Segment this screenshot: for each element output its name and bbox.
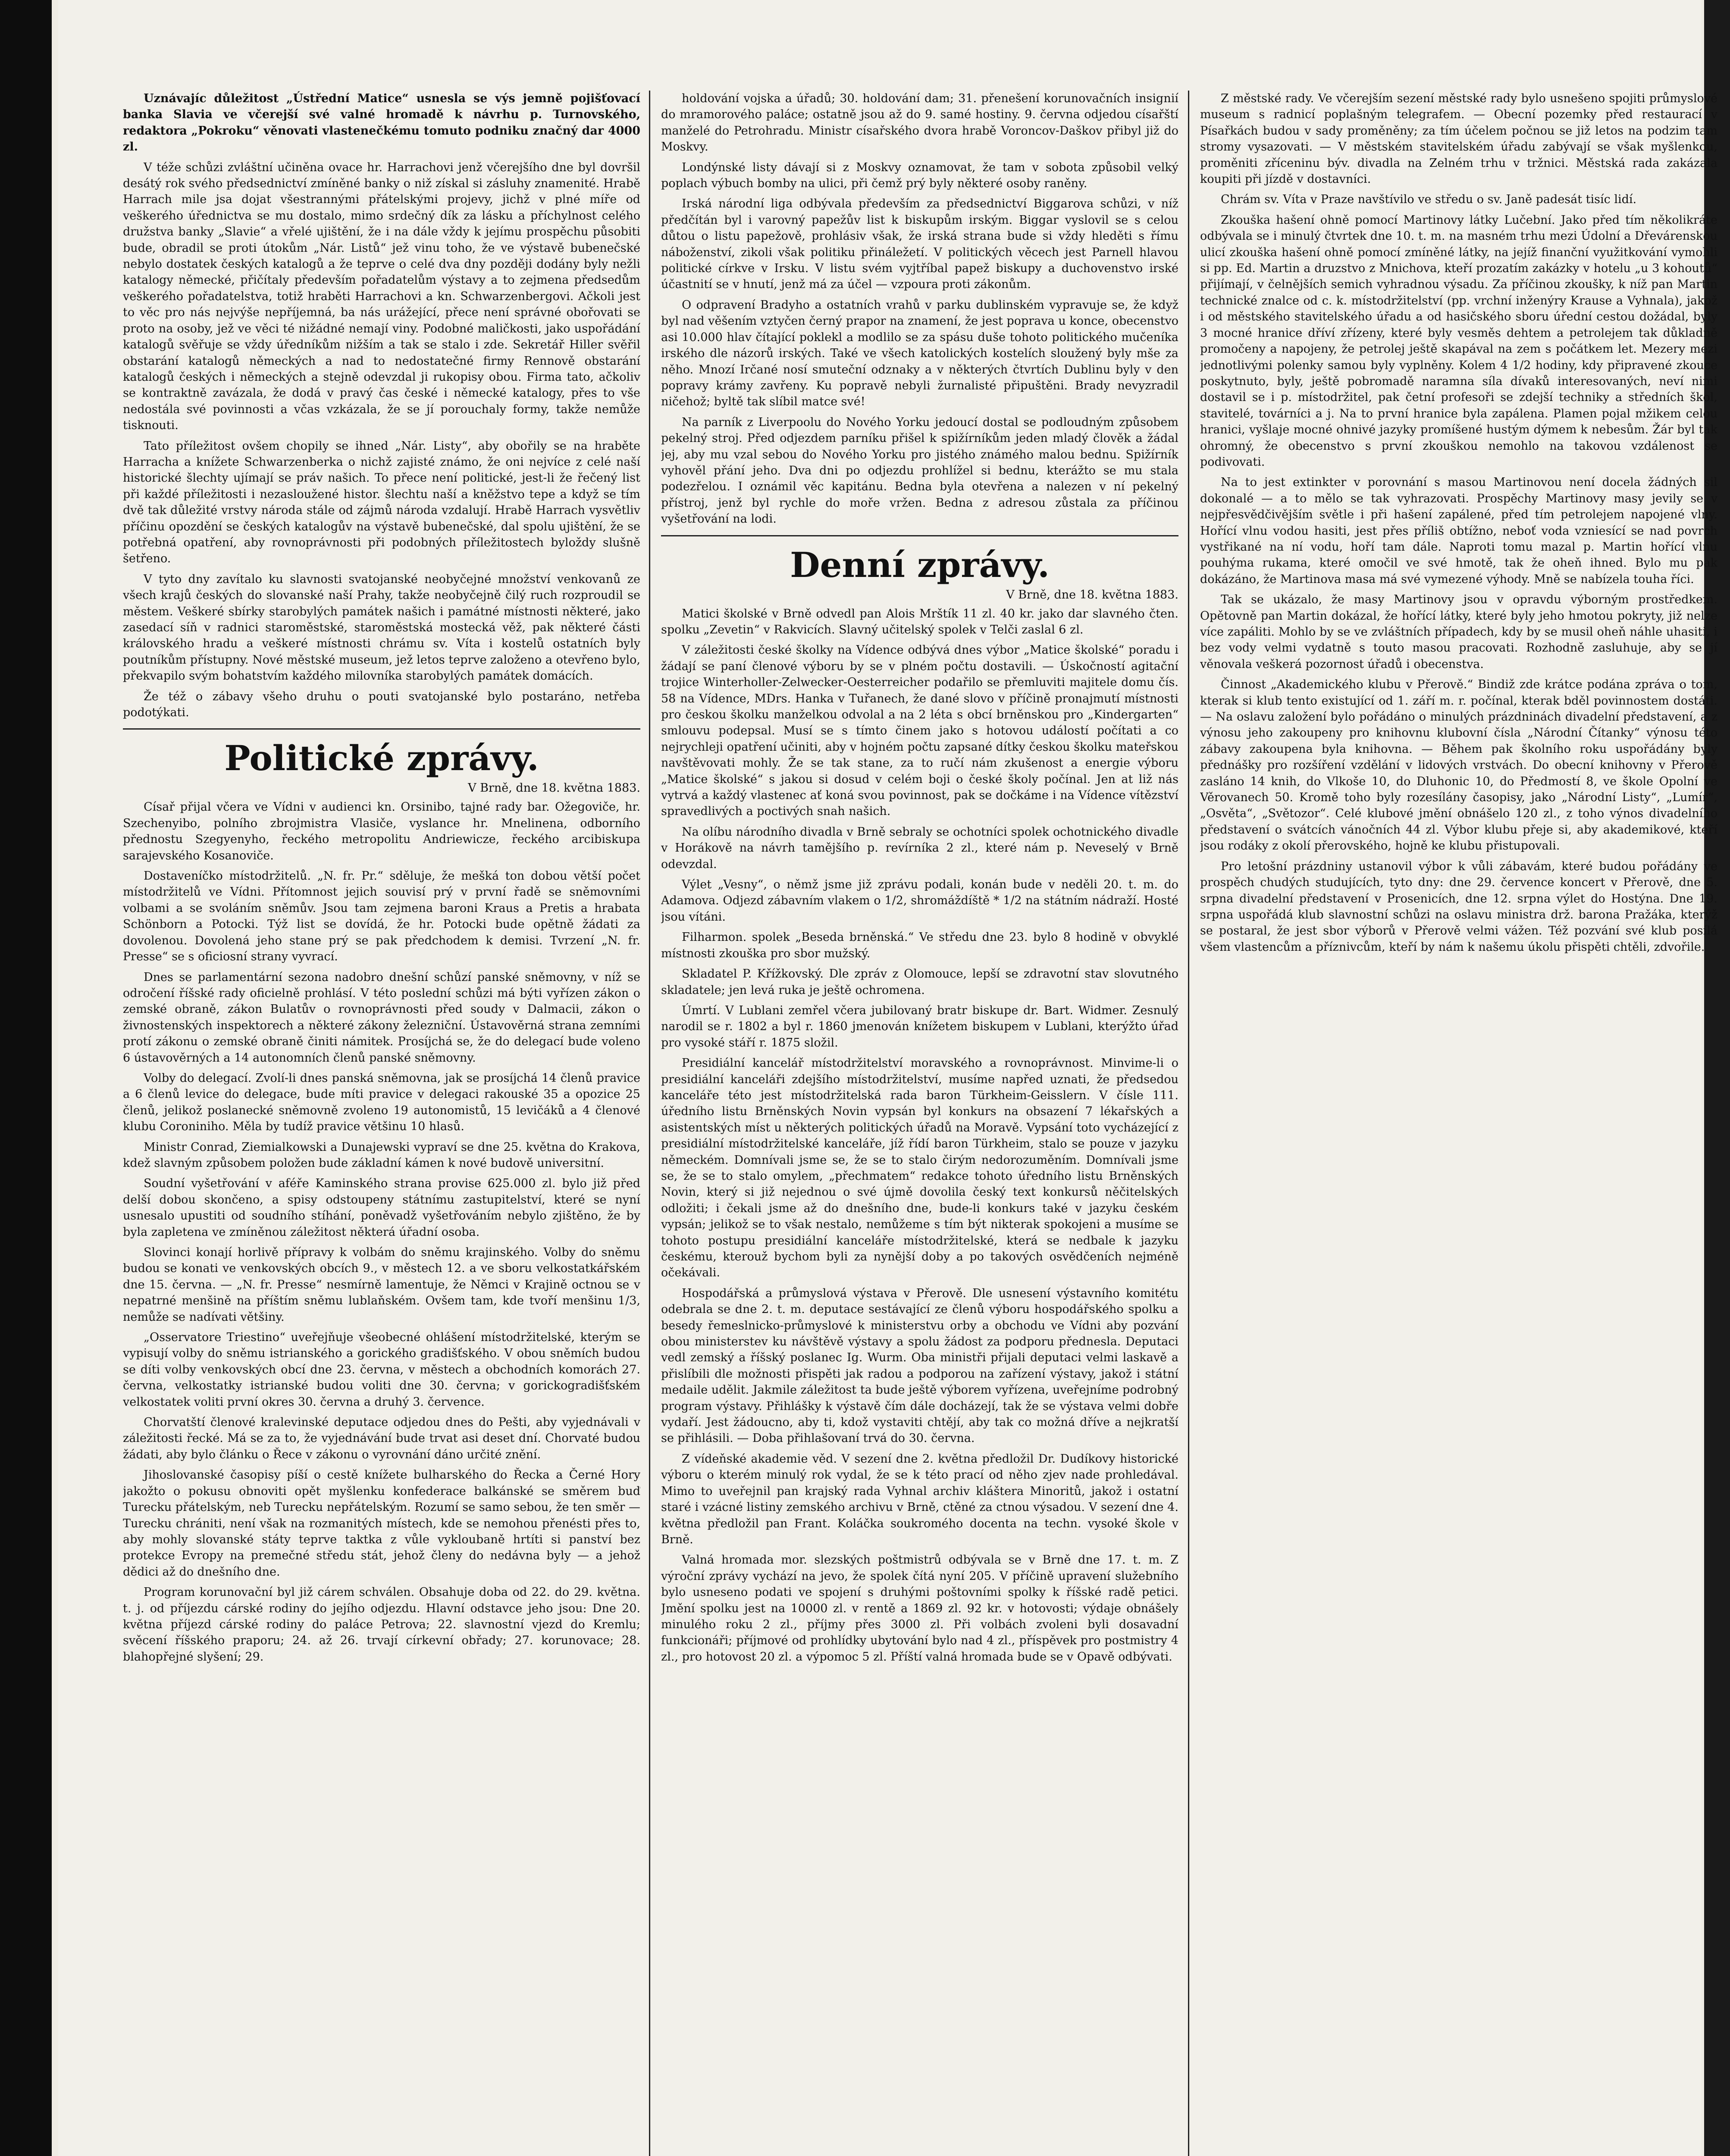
newspaper-page (58, 0, 1717, 2156)
news-item: Soudní vyšetřování v aféře Kaminského strana provise 625.000 zl. bylo již před delší dobou skončeno, a spisy odstoupeny státnímu zastupitelství, které se nyní usnesalo upustiti od soudního stíhání, poněvadž vyšetřováním nebylo zjištěno, že by byla zapletena ve zmíněnou záležitost některá úřadní osoba. (123, 1177, 640, 1239)
news-item: Chrám sv. Víta v Praze navštívilo ve středu o sv. Janě padesát tisíc lidí. (1221, 193, 1637, 207)
column-rule (649, 91, 650, 2156)
section-divider (123, 728, 640, 730)
article-paragraph: holdování vojska a úřadů; 30. holdování dam; 31. přenešení korunovačních insignií do mramorového paláce; ostatně jsou až do 9. samé hostiny. 9. června odjedou císařští manželé do Petrohradu. Ministr císařského dvora hrabě Voroncov-Daškov přibyl již do Moskvy. (661, 92, 1178, 154)
news-item: Z vídeňské akademie věd. V sezení dne 2. května předložil Dr. Dudíkovy historické výboru o kterém minulý rok vydal, že se k této prací od něho zjev nade prohledával. Mimo to uveřejnil pan krajský rada Vyhnal archiv kláštera Minoritů, jakož i ostatní staré i vzácné listiny zemského archivu v Brně, ctěné za ctnou výsadou. V sezení dne 4. května předložil pan Frant. Koláčka soukromého docenta na techn. vysoké škole v Brně. (661, 1452, 1178, 1546)
news-item: Dostaveníčko místodržitelů. „N. fr. Pr.“ sděluje, že mešká ton dobou větší počet místodržitelů ve Vídni. Přítomnost jejich souvisí prý v první řadě se sněmovními volbami a se svoláním sněmův. Jsou tam zejmena baroni Kraus a Pretis a hrabata Schönborn a Potocki. Týž list se dovídá, že hr. Potocki bude opětně žádati za dovolenou. Dovolená jeho stane prý se pak předchodem k demisi. Tvrzení „N. fr. Presse“ se s oficiosní strany vyvrací. (123, 869, 640, 964)
news-item: Na olíbu národního divadla v Brně sebraly se ochotníci spolek ochotnického divadle v Horákově na návrh tamějšího p. revírníka 2 zl., které nám p. Neveselý v Brně odevzdal. (661, 825, 1178, 871)
article-paragraph: V tyto dny zavítalo ku slavnosti svatojanské neobyčejné množství venkovanů ze všech krajů českých do slovanské naší Prahy, takže neobyčejně čilý ruch rozproudil se městem. Veškeré sbírky starobylých památek našich i památné místnosti některé, jako zasedací síň v radnici staroměstské, staroměstská mostecká věž, pak některé části královského hradu a veškeré místnosti chrámu sv. Víta i kostelů ostatních byly poutníkům přístupny. Nové městské museum, jež letos teprve založeno a otevřeno bylo, překvapilo svým bohatstvím každého milovníka starobylých památek domácích. (123, 572, 640, 683)
article-paragraph: Londýnské listy dávají si z Moskvy oznamovat, že tam v sobota způsobil velký poplach výbuch bomby na ulici, při čemž prý byly některé osoby raněny. (661, 160, 1178, 191)
news-item: Císař přijal včera ve Vídni v audienci kn. Orsinibo, tajné rady bar. Ožegoviče, hr. Szechenyibo, polního zbrojmistra Vlasiče, vyslance hr. Mnelinena, odborního přednostu Szegyenyho, řeckého metropolitu Andriewicze, řeckého arcibiskupa sarajevského Kosanoviče. (123, 800, 640, 862)
news-item: Zkouška hašení ohně pomocí Martinovy látky Lučební. Jako před tím několikráte odbývala se i minulý čtvrtek dne 10. t. m. na masném trhu mezi Údolní a Dřevárenskou ulicí zkouška hašení ohně pomocí zmíněné látky, na jejíž finanční využitkování vymohli si pp. Ed. Martin a druzstvo z Mnichova, kteří prozatím zakázky v hotelu „u 3 kohoutů“ přijímají, v čelnějších semich vyhradnou výsadu. Za příčinou zkoušky, k níž pan Martin technické znalce od c. k. místodržitelství (pp. vrchní inženýry Krause a Vyhnala), jakož i od městského stavitelského úřadu a od hasičského sboru úřední cestou dožádal, byly 3 mocné hranice dříví zřízeny, které byly vesměs dehtem a petrolejem tak důkladně promočeny a napojeny, že petrolej ještě skapával na zem s počátkem let. Mezery mezi jednotlivými polenky samou byly vyplněny. Kolem 4 1/2 hodiny, kdy připravené zkouce poskytnuto, byly, ještě pobromadě naramna síla dívaků interesovaných, neví nimi dostavil se i p. místodržitel, pak četní profesoři se zdejší techniky a středních škol, stavitelé, továrníci a j. Na to první hranice byla zapálena. Plamen pojal mžikem celou hranici, vyšlaje mocné ohnivé jazyky promíšené hustým dýmem k nebesům. Žár byl tak ohromný, že obecenstvo s první zkouškou nemohlo na takovou vzdálenost se podivovati. (1200, 213, 1717, 469)
column-1 (123, 91, 640, 2156)
news-item: Slovinci konají horlivě přípravy k volbám do sněmu krajinského. Volby do sněmu budou se konati ve venkovských obcích 9., v městech 12. a ve sboru velkostatkářském dne 15. června. — „N. fr. Presse“ nesmírně lamentuje, že Němci v Krajině octnou se v nepatrné menšině na příštím sněmu lublaňském. Ovšem tam, kde tvoří menšinu 1/3, nemůže se nadívati většiny. (123, 1246, 640, 1324)
news-item: Filharmon. spolek „Beseda brněnská.“ Ve středu dne 23. bylo 8 hodině v obvyklé místnosti zkouška pro sbor mužský. (661, 931, 1178, 960)
news-item: Ministr Conrad, Ziemialkowski a Dunajewski vypraví se dne 25. května do Krakova, kdež slavným způsobem položen bude základní kámen k nové budově universitní. (123, 1140, 640, 1170)
news-item: Program korunovační byl již cárem schválen. Obsahuje doba od 22. do 29. května. t. j. od příjezdu cárské rodiny do jejího odjezdu. Hlavní odstavce jeho jsou: Dne 20. května příjezd cárské rodiny do paláce Petrova; 22. slavnostní vjezd do Kremlu; svěcení říšského praporu; 24. až 26. trvají církevní obřady; 27. korunovace; 28. blahopřejné slyšení; 29. (123, 1586, 640, 1664)
news-item: Skladatel P. Křížkovský. Dle zpráv z Olomouce, lepší se zdravotní stav slovutného skladatele; jen levá ruka je ještě ochromena. (661, 967, 1178, 997)
article-paragraph: O odpravení Bradyho a ostatních vrahů v parku dublinském vypravuje se, že když byl nad věšením vztyčen černý prapor na znamení, že jest poprava u konce, obecenstvo asi 10.000 hlav čítající poklekl a modlilo se za spásu duše tohoto politického mučeníka irského dle názorů irských. Také ve všech katolických kostelích sloužený byly mše za něho. Mnozí Irčané nosí smuteční odznaky a v některých čtvrtích Dublinu byly v den popravy krámy zavřeny. Ku popravě nebyli žurnalisté připuštěni. Brady nevyzradil ničehož; byltě tak slíbil matce své! (661, 298, 1178, 409)
news-item: V záležitosti české školky na Vídence odbývá dnes výbor „Matice školské“ poradu i žádají se paní členové výboru by se v plném počtu dostavili. — Úskočností agitační trojice Winterholler-Zelwecker-Oesterreicher podařilo se přemluviti majitele domu čís. 58 na Vídence, MDrs. Hanka v Tuřanech, že dané slovo v příčině pronajmutí místnosti pro českou školku manželkou odvolal a na 2 léta s obcí brněnskou pro „Kindergarten“ smlouvu podepsal. Musí se s tímto činem jako s hotovou událostí počítati a co nejrychleji opatření učiniti, aby v hojném počtu zapsané dítky českou školku mateřskou navštěvovati mohly. Že se tak stane, za to ručí nám zkušenost a energie výboru „Matice školské“ s jakou si dosud v celém boji o české školy počínal. Jen at liž nás vytrvá a každý vlastenec ať koná svou povinnost, pak se dočkáme i na Vídence vítězství spravedlivých a poctivých snah našich. (661, 643, 1178, 818)
section-title-daily: Denní zprávy. (790, 544, 1050, 585)
news-item: Činnost „Akademického klubu v Přerově.“ Bindiž zde krátce podána zpráva o tom, kterak si klub tento existující od 1. září m. r. počínal, kterak bděl povinnostem dostáti. — Na oslavu založení bylo pořádáno o minulých prázdninách divadelní představení, a z výnosu jeho zakoupeny pro knihovnu klubovní čísla „Národní Čítanky“ výnosu této zábavy zakoupena byla knihovna. — Během pak školního roku uspořádány byly přednášky pro rozšíření vzdělání v lidových vrstvách. Do obecní knihovny v Přerově zasláno 14 knih, do Vlkoše 10, do Dluhonic 10, do Předmostí 8, ve škole Opolní ve Věrovanech 50. Kromě toho byly rozesílány časopisy, jako „Národní Listy“, „Lumír“, „Osvěta“, „Světozor“. Celé klubové jmění obnášelo 120 zl., z toho výnos divadelního představení o svátcích vánočních 44 zl. Výbor klubu přeje si, aby akademikové, kteří jsou rodáky z okolí přerovského, hojně ke klubu přistupovali. (1200, 678, 1717, 853)
news-item: Volby do delegací. Zvolí-li dnes panská sněmovna, jak se prosíjchá 14 členů pravice a 6 členů levice do delegace, bude míti pravice v delegaci rakouské 35 a opozice 25 členů, jelikož poslanecké sněmovně zvoleno 19 autonomistů, 15 levičáků a 4 členové klubu Coroniniho. Měla by tudíž pravice většinu 10 hlasů. (123, 1071, 640, 1134)
article-paragraph: V téže schůzi zvláštní učiněna ovace hr. Harrachovi jenž včerejšího dne byl dovršil desátý rok svého předsednictví zmíněné banky o niž získal si zásluhy znamenité. Hrabě Harrach mile jsa dojat všestrannými přátelskými projevy, jichž v plné míře od veškerého úřednictva se mu dostalo, mimo srdečný dík za lásku a příchylnost celého družstva banky „Slavie“ a vřelé ujištění, že i na dále vždy k jejímu prospěchu působiti bude, obradil se proti útokům „Nár. Listů“ jež vinu toho, že ve výstavě bubenečské nebylo dostatek českých katalogů a že teprve o celé dva dny později dodány byly nežli katalogy německé, přičítaly především pořadatelům výstavy a to zejmena předsedům veškerého pořadatelstva, totiž hraběti Harrachovi a kn. Schwarzenbergovi. Ačkoli jest to věc pro nás nejvýše nepříjemná, ba nás urážející, přece není správné obořovati se proto na osoby, jež ve věci té nižádné nemají viny. Podobné maličkosti, jako uspořádání katalogů svěřuje se vždy úředníkům nižším a tak se stalo i zde. Sekretář Hiller svěřil obstarání katalogů německých a nad to nedostatečné firmy Rennově obstarání katalogů českých i německých a stejně odevzdal ji rukopisy obou. Firma tato, ačkoliv se kontraktně zavázala, že dodá v pravý čas české i německé katalogy, přes to vše nedostála své povinnosti a včas vzkázala, že se jí porouchaly formy, takže nemůže tisknouti. (123, 160, 640, 432)
article-paragraph: Že též o zábavy všeho druhu o pouti svatojanské bylo postaráno, netřeba podotýkati. (123, 689, 640, 720)
column-3 (1200, 91, 1717, 2156)
column-2 (661, 91, 1178, 2156)
news-item: Matici školské v Brně odvedl pan Alois Mrštík 11 zl. 40 kr. jako dar slavného čten. spolku „Zevetin“ v Rakvicích. Slavný učitelský spolek v Telči zaslal 6 zl. (661, 607, 1178, 636)
news-item: Z městské rady. Ve včerejším sezení městské rady bylo usnešeno spojiti průmyslové museum s radnicí poplašným telegrafem. — Obecní pozemky před restaurací v Písařkách budou v sady proměněny; za tím účelem počnou se již letos na podzim tam stromy vysazovati. — V městském stavitelském úřadu zabývají se však myšlenkou, proměniti zříceninu býv. divadla na Zelném trhu v tržnici. Městská rada zakázala koupiti při jízdě v dostavníci. (1200, 92, 1717, 186)
news-item: Dnes se parlamentární sezona nadobro dnešní schůzí panské sněmovny, v níž se odročení říšské rady oficielně prohlásí. V této poslední schůzi má býti vyřízen zákon o zemské obraně, zákon Bulatův o rovnoprávnosti před soudy v Dalmacii, zákon o živnostenských inspektorech a některé zákony železniční. Ústavověrná strana zemními protí zákonu o zemské obraně činiti námitek. Prosíjchá se, že do delegací bude voleno 6 ústavověrných a 14 autonomních členů panské sněmovny. (123, 970, 640, 1065)
article-paragraph: Uznávajíc důležitost „Ústřední Matice“ usnesla se výs jemně pojišťovací banka Slavia ve včerejší své valné hromadě k návrhu p. Turnovského, redaktora „Pokroku“ věnovati vlastenečkému tomuto podniku značný dar 4000 zl. (123, 92, 640, 154)
news-item: Na to jest extinkter v porovnání s masou Martinovou není docela žádných sil dokonalé — a to mělo se tak vyhrazovati. Prospěchy Martinovy masy jevily se v nejpřesvědčivějším světle i při hašení zapálené, před tím petrolejem napojené vlny. Hořící vlnu vodou hasiti, jest přes příliš obtížno, neboť voda vzniesící se nad povrch vystřikané na ní vodu, hoří tam dále. Naproti tomu mazal p. Martin hořící vlnu pouhýma rukama, které omočil ve své hmotě, tak že oheň ihned. Bylo mu pak dokázáno, že Martinova masa má své vymezené výhody. Mně se nabízela touha říci. (1200, 476, 1717, 586)
news-item: Pro letošní prázdniny ustanovil výbor k vůli zábavám, které budou pořádány ve prospěch chudých studujících, tyto dny: dne 29. července koncert v Přerově, dne 5. srpna divadelní představení v Prosenicích, dne 12. srpna výlet do Hostýna. Dne 19. srpna uspořádá klub slavnostní schůzi na oslavu ministra drž. barona Pražáka, kterýž se postaral, že jest sbor výborů v Přerově velmi vážen. Též pozvání své klub posílá všem vlastencům a příznivcům, kteří by nám k našemu úkolu přispěti chtěli, zdvořile. (1200, 859, 1717, 954)
dateline: V Brně, dne 18. května 1883. (468, 781, 640, 795)
news-item: Hospodářská a průmyslová výstava v Přerově. Dle usnesení výstavního komitétu odebrala se dne 2. t. m. deputace sestávající ze členů výboru hospodářského spolku a besedy řemeslnicko-průmyslové k ministerstvu orby a obchodu ve Vídni aby pozvání obou ministerstev ku návštěvě výstavy a spolu žádost za podporu přednesla. Deputaci vedl zemský a říšský poslanec Ig. Wurm. Oba ministři přijali deputaci velmi laskavě a přislíbili dle možnosti přispěti jak radou a podporou na zařízení výstavy, jakož i státní medaile udělit. Jakmile záležitost ta bude ještě výborem vyřízena, uveřejníme podrobný program výstavy. Přihlášky k výstavě čím dále docházejí, tak že se výstava velmi dobře vydaří. Jest žádoucno, aby ti, kdož vystaviti chtějí, aby tak co možná dříve a nejkratší se přihlásili. — Doba přihlašovaní trvá do 30. června. (661, 1286, 1178, 1445)
news-item: „Osservatore Triestino“ uveřejňuje všeobecné ohlášení místodržitelské, kterým se vypisují volby do sněmu istrianského a gorického gradišťského. V obou sněmích budou se díti volby venkovských obcí dne 23. června, v městech a obchodních komorách 27. června, velkostatky istrianské budou voliti dne 30. června; v gorickogradišťském velkostatek voliti první okres 30. června a druhý 3. července. (123, 1331, 640, 1409)
binding-shadow-left (0, 0, 52, 2156)
news-item: Úmrtí. V Lublani zemřel včera jubilovaný bratr biskupe dr. Bart. Widmer. Zesnulý narodil se r. 1802 a byl r. 1860 jmenován knížetem biskupem v Lublani, kterýžto úřad pro vysoké stáří r. 1875 složil. (661, 1003, 1178, 1050)
dateline: V Brně, dne 18. května 1883. (1006, 588, 1178, 602)
article-paragraph: Irská národní liga odbývala především za předsednictví Biggarova schůzi, v níž předčítán byl i varovný papežův list k biskupům irským. Biggar vyslovil se s celou důtou o listu papežově, prohlásiv však, že irská strana bude si vždy hleděti s římu náboženství, zikoli však politiku přináležetí. V politických věcech jest Parnell hlavou politické církve v Irsku. V listu svém vyjtříbal papež biskupy a duchovenstvo irské účastnití se v hnutí, jenž má za účel — vzpoura proti zákonům. (661, 197, 1178, 291)
news-item: Chorvatští členové kralevinské deputace odjedou dnes do Pešti, aby vyjednávali v záležitosti řecké. Má se za to, že vyjednávání bude trvat asi deset dní. Chorvaté budou žádati, aby bylo článku o Řece v zákonu o vyrovnání dáno určité znění. (123, 1416, 640, 1461)
news-item: Valná hromada mor. slezských poštmistrů odbývala se v Brně dne 17. t. m. Z výroční zprávy vychází na jevo, že spolek čítá nyní 205. V příčině upravení služebního bylo usneseno podati ve spojení s druhými poštovními spolky k říšské radě petici. Jmění spolku jest na 10000 zl. v rentě a 1869 zl. 92 kr. v hotovosti; výdaje obnášely minulého roku 2 zl., příjmy přes 3000 zl. Při volbách zvoleni byli dosavadní funkcionáři; příjmové od prohlídky ubytování bylo nad 4 zl., příspěvek pro postmistry 4 zl., pro hotovost 20 zl. a výpomoc 5 zl. Příští valná hromada bude se v Opavě odbývati. (661, 1553, 1178, 1664)
column-rule (1188, 91, 1189, 2156)
section-divider (661, 535, 1178, 536)
news-item: Jihoslovanské časopisy píší o cestě knížete bulharského do Řecka a Černé Hory jakožto o pokusu obnoviti opět myšlenku konfederace balkánské se směrem buď Turecku přátelským, neb Turecku nepřátelským. Rozumí se samo sebou, že ten směr — Turecku chrániti, není však na rozmanitých místech, kde se nemohou přenésti přes to, aby mohly slovanské státy teprve taktka z vůle vykloubaně hrtíti si panství bez protekce Evropy na premečné středu stát, jehož členy do nedávna byly — a jehož dědici až do dnešního dne. (123, 1468, 640, 1579)
article-paragraph: Na parník z Liverpoolu do Nového Yorku jedoucí dostal se podloudným způsobem pekelný stroj. Před odjezdem parníku přišel k spižírníkům jeden mladý člověk a žádal jej, aby mu vzal sebou do Nového Yorku pro jistého známého malou bednu. Spižírník vyhověl přání jeho. Dva dni po odjezdu prohlížel si bednu, kterážto se mu stala podezřelou. I oznámil věc kapitánu. Bedna byla otevřena a nalezen v ní pekelný přístroj, jenž byl rychle do moře vržen. Bedna z adresou zůstala za příčinou vyšetřování na lodi. (661, 415, 1178, 526)
news-item: Výlet „Vesny“, o němž jsme již zprávu podali, konán bude v neděli 20. t. m. do Adamova. Odjezd zábavním vlakem o 1/2, shromáždíště * 1/2 na státním nádraží. Hosté jsou vítáni. (661, 878, 1178, 924)
news-item: Tak se ukázalo, že masy Martinovy jsou v opravdu výborným prostředkem. Opětovně pan Martin dokázal, že hořící látky, které byly jeho hmotou pokryty, již nelze více zapáliti. Mohlo by se ve zvláštních případech, kdy by se musil oheň náhle uhasiti, i bez vody velmi vydatně s touto masou pracovati. Rozhodně zasluhuje, aby se jí věnovala veškerá pozornost úřadů i obecenstva. (1200, 593, 1717, 671)
article-paragraph: Tato příležitost ovšem chopily se ihned „Nár. Listy“, aby obořily se na hraběte Harracha a knížete Schwarzenberka o nichž zajisté známo, že oni nejvíce z celé naší historické šlechty ujímají se práv našich. To přece není politické, jest-li že řečený list při každé příležitosti i nezasloužené histor. šlechtu naší a kněžstvo tepe a když se tím dvě tak důležité vrstvy národa stále od zájmů národa vzdalují. Hrabě Harrach vysvětliv příčinu opozdění se českých katalogův na výstavě bubenečské, dal spolu ujištění, že se potřebná opatření, aby rovnoprávnosti při podobných příležitostech byloždy slušně šetřeno. (123, 439, 640, 566)
section-title-politics: Politické zprávy. (224, 738, 539, 779)
news-item: Presidiální kancelář místodržitelství moravského a rovnoprávnost. Minvime-li o presidiální kanceláři zdejšího místodržitelství, musíme napřed uznati, že předsedou kanceláře této jest místodržitelská rada baron Türkheim-Geisslern. V čísle 111. úředního listu Brněnských Novin vypsán byl konkurs na obsazení 7 lékařských a asistentských míst u některých politických úřadů na Moravě. Vypsání toto vycházející z presidiální místodržitelské kanceláře, jíž řídí baron Türkheim, stalo se pouze v jazyku německém. Domnívali jsme se, že se to stalo čirým nedorozuměním. Domnívali jsme se, že se to stalo omylem, „přechmatem“ redakce tohoto úředního listu Brněnských Novin, který si již nejednou o své újmě dovolila český text konkursů něčitelských odložiti; i čekali jsme až do dnešního dne, bude-li konkurs také v jazyku českém vypsán; jelikož se to však nestalo, nemůžeme s tím být nikterak spokojeni a musíme se tohoto postupu presidiální kanceláře místodržitelské, která se nedbale k jazyku českému, kterouž bychom byli za nynější doby a po takových osvědčeních nejméně očekávali. (661, 1056, 1178, 1280)
